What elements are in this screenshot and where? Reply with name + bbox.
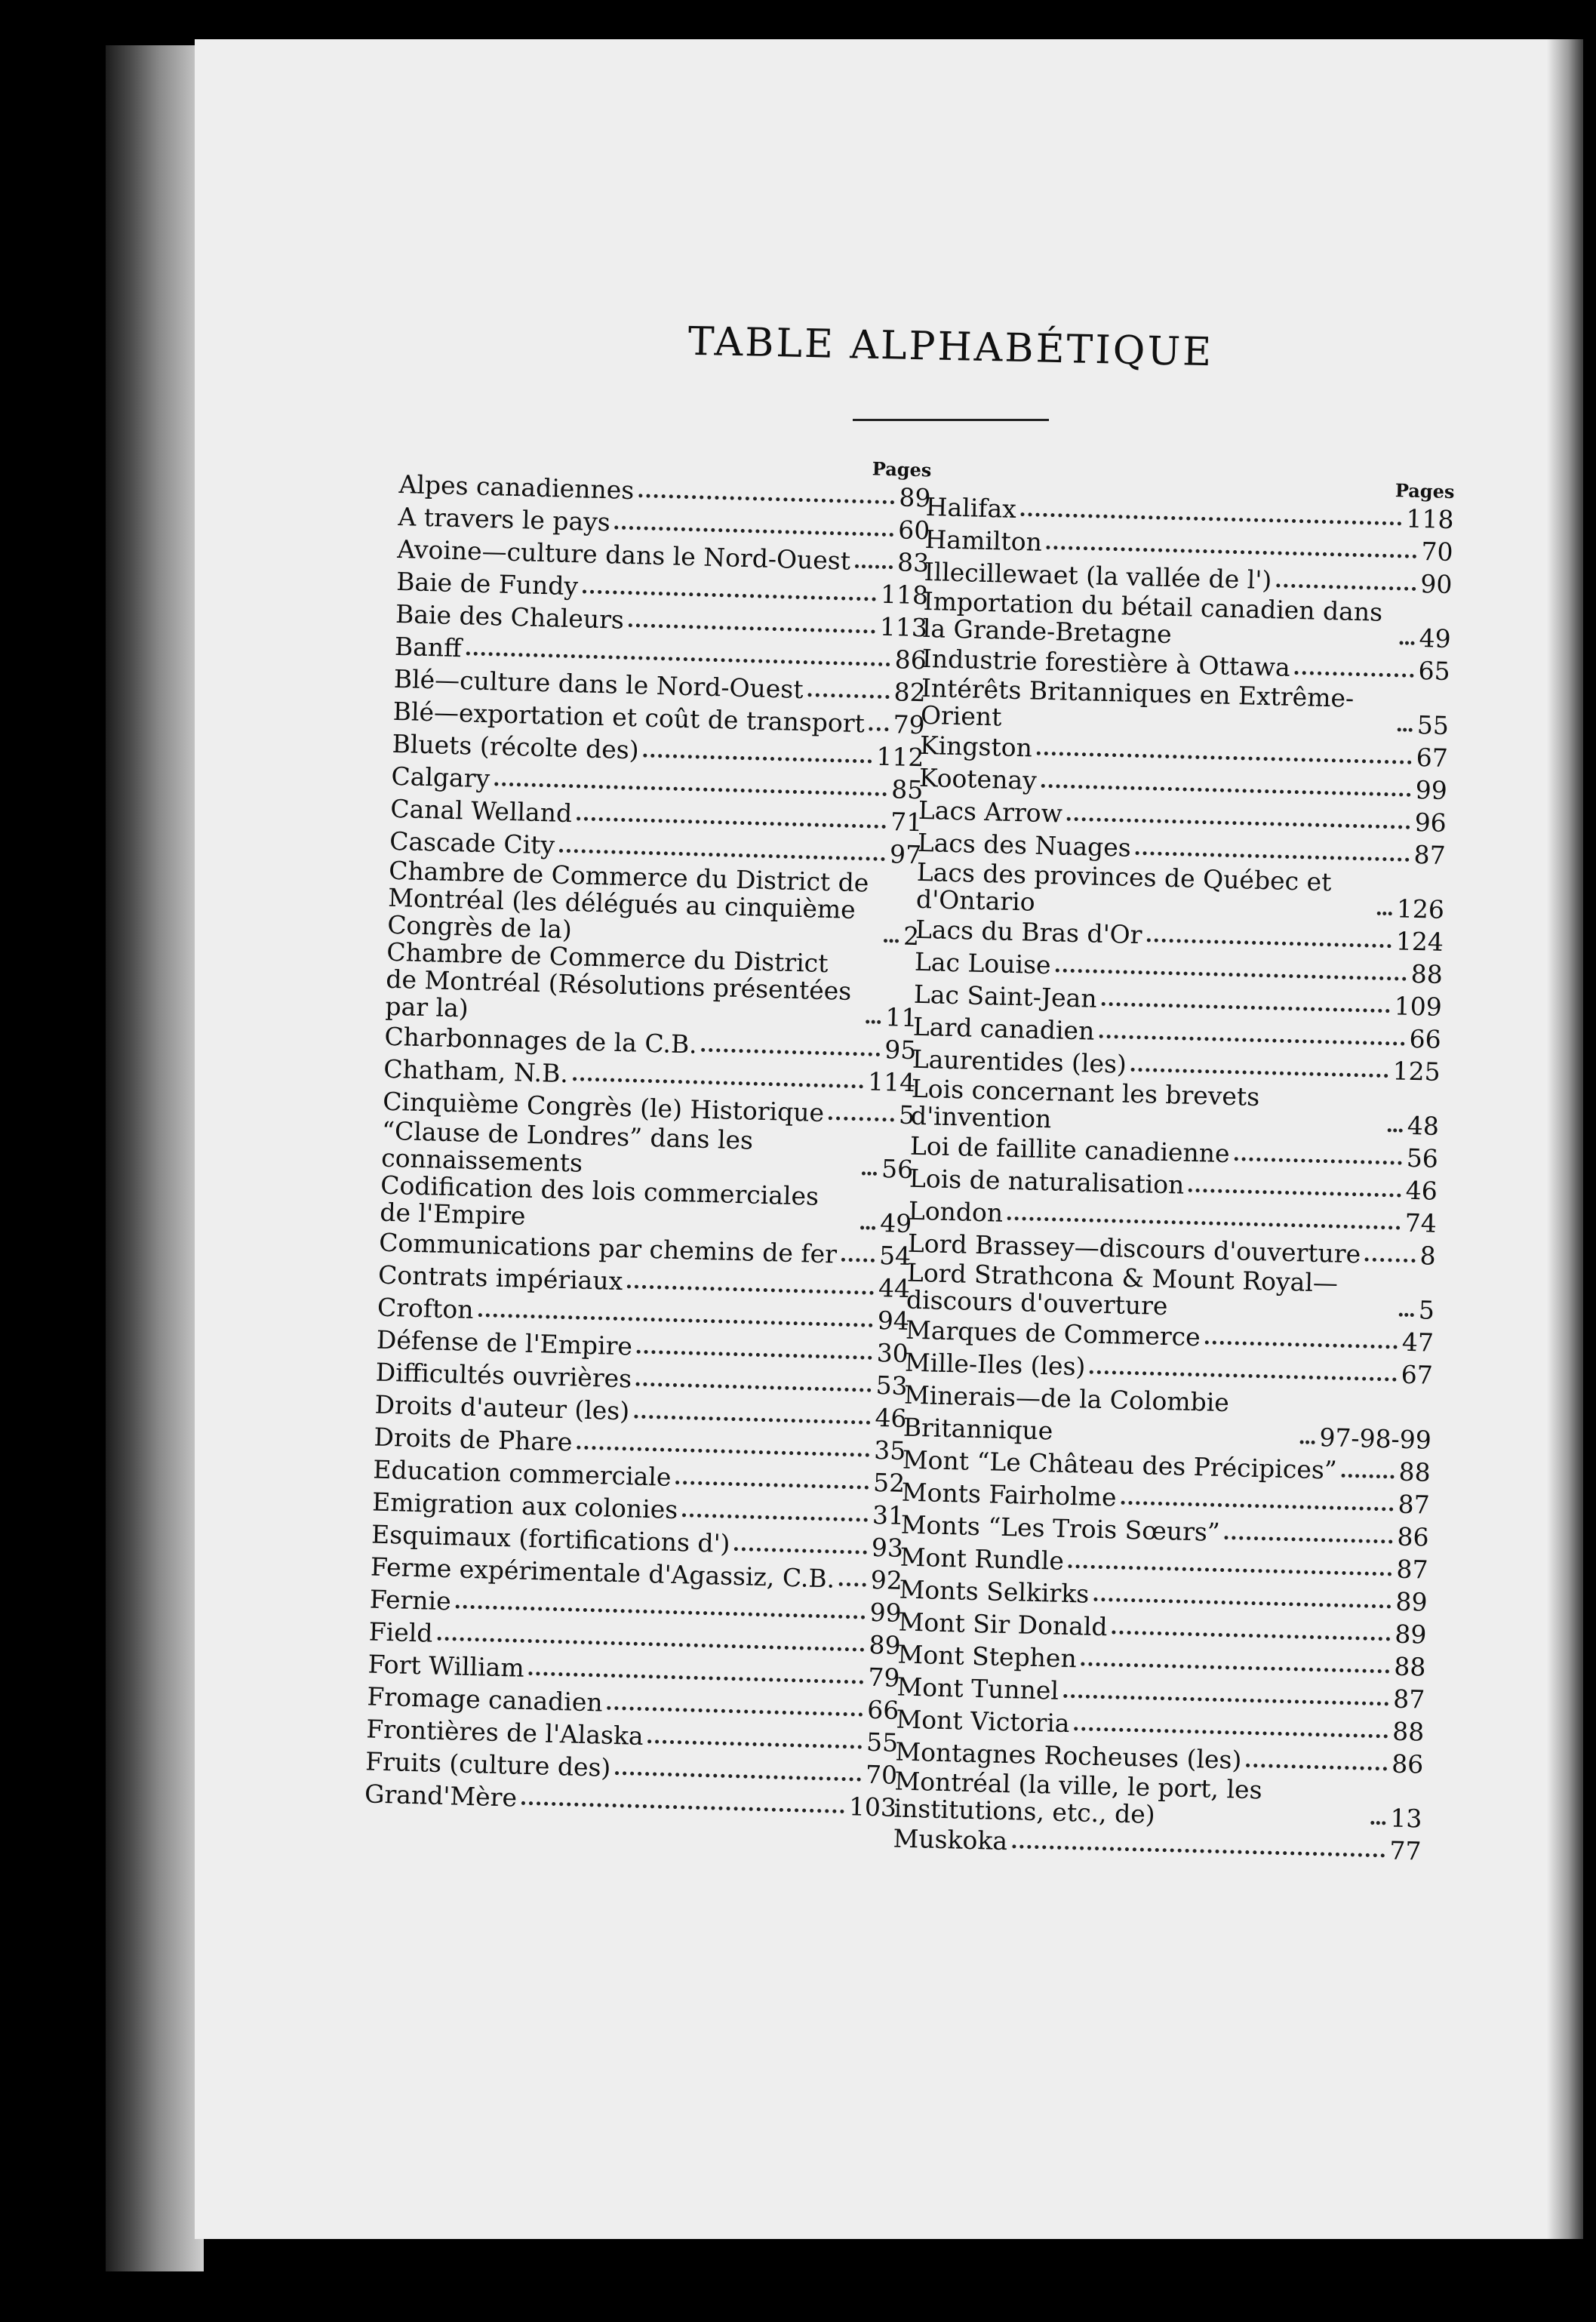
title-rule <box>853 419 1049 421</box>
dot-leader <box>629 614 876 634</box>
dot-leader <box>1121 1492 1394 1512</box>
entry-label: Intérêts Britanniques en Extrême-Orient <box>920 672 1355 732</box>
entry-page-number: 114 <box>867 1066 916 1098</box>
entry-label: Monts Fairholme <box>901 1477 1117 1512</box>
entry-page-number: 113 <box>879 611 928 643</box>
entry-page-number: 103 <box>848 1791 897 1822</box>
entry-page-number: 99 <box>1415 774 1448 805</box>
dot-leader <box>675 1472 869 1490</box>
entry-label: Lacs du Bras d'Or <box>915 914 1142 950</box>
dot-leader <box>636 1373 872 1392</box>
entry-label: Lacs Arrow <box>918 795 1063 829</box>
entry-page-number: 94 <box>877 1305 910 1336</box>
entry-label: Lacs des provinces de Québec et d'Ontario <box>915 857 1332 917</box>
entry-page-number: 89 <box>898 482 931 513</box>
entry-label: A travers le pays <box>398 501 611 537</box>
dot-leader <box>1099 1026 1405 1046</box>
entry-page-number: 86 <box>1391 1748 1424 1779</box>
entry-label: Cascade City <box>389 826 555 860</box>
dot-leader <box>807 684 890 699</box>
entry-label: Droits de Phare <box>374 1422 573 1457</box>
dot-leader <box>528 1662 863 1684</box>
page-edge <box>1547 39 1583 2239</box>
dot-leader <box>1021 503 1402 525</box>
entry-page-number: 89 <box>1394 1619 1427 1650</box>
entry-label: Hamilton <box>924 524 1043 557</box>
entry-page-number: 67 <box>1416 742 1449 773</box>
entry-page-number: 92 <box>870 1564 903 1595</box>
entry-label: Mont Victoria <box>896 1704 1070 1739</box>
dot-leader <box>615 516 894 537</box>
entry-label: Lois concernant les brevets d'invention <box>910 1073 1260 1134</box>
entry-page-number: 86 <box>894 644 927 675</box>
entry-page-number: 96 <box>1414 807 1447 838</box>
pages-header: Pages <box>872 457 932 481</box>
entry-label: Mille-Iles (les) <box>904 1347 1086 1382</box>
dot-leader <box>1112 1621 1390 1641</box>
entry-page-number: 8 <box>1419 1241 1437 1271</box>
entry-page-number: 66 <box>1409 1023 1442 1054</box>
dot-leader <box>583 580 876 601</box>
entry-page-number: 60 <box>897 515 930 546</box>
entry-page-number: 66 <box>866 1694 899 1725</box>
dot-leader <box>577 807 886 829</box>
entry-label: Blé—culture dans le Nord-Ouest <box>393 663 804 705</box>
dot-leader <box>1041 775 1411 797</box>
dot-leader <box>627 1275 874 1295</box>
dot-leader <box>1146 929 1392 948</box>
entry-page-number: 35 <box>873 1435 906 1465</box>
entry-label: Industrie forestière à Ottawa <box>921 643 1291 682</box>
entry-page-number: 77 <box>1388 1835 1422 1866</box>
dot-leader <box>1093 1588 1392 1609</box>
index-entry <box>387 857 921 952</box>
dot-leader <box>1399 1304 1414 1317</box>
entry-page-number: 55 <box>866 1727 899 1758</box>
dot-leader <box>494 773 887 796</box>
entry-label: Bluets (récolte des) <box>392 728 640 765</box>
entry-label: Baie des Chaleurs <box>395 598 625 635</box>
entry-page-number: 124 <box>1395 926 1444 957</box>
entry-label: Contrats impériaux <box>377 1259 623 1296</box>
entry-page-number: 74 <box>1404 1207 1438 1238</box>
dot-leader <box>455 1595 866 1619</box>
entry-page-number: 70 <box>1421 537 1453 567</box>
entry-label: Lord Strathcona & Mount Royal—discours d'ouverture <box>906 1257 1339 1321</box>
entry-label: Marques de Commerce <box>905 1315 1201 1352</box>
entry-page-number: 55 <box>1416 709 1450 740</box>
dot-leader <box>1067 808 1410 829</box>
entry-page-number: 97-98-99 <box>1319 1422 1432 1455</box>
entry-page-number: 126 <box>1396 893 1445 924</box>
entry-page-number: 5 <box>1418 1295 1435 1325</box>
entry-page-number: 65 <box>1418 656 1451 687</box>
entry-label: Codification des lois commerciales de l'Empire <box>379 1170 820 1231</box>
entry-label: London <box>908 1195 1004 1228</box>
dot-leader <box>1399 632 1414 644</box>
entry-label: Canal Welland <box>389 793 573 829</box>
entry-page-number: 88 <box>1410 958 1444 989</box>
dot-leader <box>1299 1431 1315 1444</box>
dot-leader <box>1007 1207 1401 1230</box>
dot-leader <box>1204 1331 1398 1349</box>
dot-leader <box>860 1216 875 1230</box>
entry-page-number: 112 <box>875 741 924 773</box>
entry-page-number: 87 <box>1413 839 1447 870</box>
dot-leader <box>1063 1685 1389 1706</box>
dot-leader <box>647 1730 862 1748</box>
pages-header: Pages <box>1395 479 1455 503</box>
entry-label: Crofton <box>377 1292 475 1324</box>
index-column-left <box>364 445 932 1824</box>
index-entry <box>385 936 919 1034</box>
entry-page-number: 48 <box>1407 1110 1440 1141</box>
entry-label: Mont “Le Château des Précipices” <box>902 1444 1338 1485</box>
entry-page-number: 46 <box>874 1402 907 1434</box>
dot-leader <box>643 745 872 764</box>
entry-label: Mont Sir Donald <box>898 1607 1109 1642</box>
entry-page-number: 88 <box>1393 1651 1426 1682</box>
entry-label: Laurentides (les) <box>912 1044 1127 1079</box>
dot-leader <box>1377 903 1392 915</box>
entry-label: Lacs des Nuages <box>917 827 1132 863</box>
entry-page-number: 95 <box>884 1035 917 1066</box>
dot-leader <box>884 930 899 943</box>
entry-page-number: 71 <box>890 807 923 838</box>
entry-page-number: 53 <box>875 1370 909 1401</box>
entry-page-number: 87 <box>1398 1489 1431 1520</box>
dot-leader <box>1189 1179 1401 1198</box>
entry-label: Lac Saint-Jean <box>913 979 1098 1013</box>
entry-page-number: 109 <box>1394 991 1443 1022</box>
entry-label: Halifax <box>925 491 1017 524</box>
entry-label: Lois de naturalisation <box>909 1163 1185 1200</box>
dot-leader <box>1398 718 1413 731</box>
entry-label: Difficultés ouvrières <box>375 1357 632 1394</box>
dot-leader <box>855 555 893 569</box>
entry-label: Charbonnages de la C.B. <box>383 1021 698 1060</box>
entry-page-number: 49 <box>879 1208 912 1239</box>
dot-leader <box>841 1249 875 1262</box>
entry-label: Frontières de l'Alaska <box>365 1714 644 1751</box>
dot-leader <box>1081 1653 1390 1673</box>
dot-leader <box>1055 959 1407 980</box>
dot-leader <box>615 1762 861 1782</box>
dot-leader <box>521 1792 844 1813</box>
dot-leader <box>829 1107 894 1121</box>
dot-leader <box>1370 1812 1385 1825</box>
entry-label: Montagnes Rocheuses (les) <box>894 1736 1242 1775</box>
entry-label: Monts Selkirks <box>899 1574 1090 1609</box>
dot-leader <box>607 1697 863 1717</box>
entry-label: Mont Rundle <box>899 1542 1065 1576</box>
entry-label: Chatham, N.B. <box>383 1053 569 1089</box>
dot-leader <box>1037 743 1412 764</box>
dot-leader <box>1047 537 1417 558</box>
dot-leader <box>1136 842 1410 862</box>
dot-leader <box>637 1341 872 1360</box>
entry-label: Lord Brassey—discours d'ouverture <box>907 1228 1361 1269</box>
entry-label: Fruits (culture des) <box>364 1746 611 1782</box>
dot-leader <box>862 1162 877 1176</box>
entry-label: Cinquième Congrès (le) Historique <box>382 1086 825 1128</box>
page-title: TABLE ALPHABÉTIQUE <box>687 318 1214 376</box>
entry-label: Droits d'auteur (les) <box>374 1389 630 1426</box>
entry-page-number: 82 <box>893 677 927 708</box>
entry-label: Fromage canadien <box>367 1681 604 1718</box>
entry-label: Communications par chemins de fer <box>378 1227 838 1269</box>
dot-leader <box>869 718 889 731</box>
entry-page-number: 13 <box>1389 1803 1422 1834</box>
entry-label: Chambre de Commerce du District de Montréal (les délégués au cinquième Congrès de la) <box>386 855 869 945</box>
entry-page-number: 31 <box>872 1499 905 1530</box>
entry-page-number: 83 <box>896 547 930 578</box>
dot-leader <box>1365 1249 1416 1263</box>
entry-page-number: 30 <box>876 1337 909 1369</box>
entry-label: Blé—exportation et coût de transport <box>392 696 866 739</box>
entry-page-number: 125 <box>1392 1056 1441 1087</box>
entry-page-number: 88 <box>1392 1716 1425 1747</box>
entry-label: Lard canadien <box>912 1011 1095 1046</box>
dot-leader <box>734 1538 867 1555</box>
entry-label: Emigration aux colonies <box>371 1487 678 1525</box>
entry-label: Field <box>368 1616 433 1648</box>
entry-label: Baie de Fundy <box>395 566 579 601</box>
dot-leader <box>701 1039 880 1056</box>
entry-page-number: 56 <box>1406 1143 1439 1173</box>
entry-page-number: 89 <box>1395 1586 1428 1617</box>
dot-leader <box>478 1304 873 1327</box>
dot-leader <box>839 1573 866 1587</box>
entry-label: Illecillewaet (la vallée de l') <box>924 556 1272 595</box>
entry-label: Kingston <box>919 730 1033 763</box>
entry-label: Lac Louise <box>914 946 1052 980</box>
entry-label: Montréal (la ville, le port, les institutions, etc., de) <box>893 1766 1263 1829</box>
entry-label: Esquimaux (fortifications d') <box>371 1519 730 1558</box>
entry-page-number: 5 <box>898 1099 915 1130</box>
entry-label: Loi de faillite canadienne <box>909 1130 1231 1169</box>
dot-leader <box>577 1437 869 1457</box>
entry-label: Minerais—de la Colombie Britannique <box>903 1379 1230 1446</box>
entry-page-number: 67 <box>1401 1359 1434 1390</box>
entry-page-number: 85 <box>890 774 924 805</box>
entry-page-number: 79 <box>893 709 926 740</box>
entry-page-number: 118 <box>1406 503 1455 535</box>
dot-leader <box>1234 1148 1402 1164</box>
dot-leader <box>1101 993 1390 1013</box>
dot-leader <box>1069 1555 1392 1576</box>
entry-page-number: 47 <box>1401 1327 1435 1358</box>
entry-page-number: 70 <box>865 1759 898 1790</box>
entry-label: “Clause de Londres” dans les connaissements <box>380 1115 754 1178</box>
entry-label: Alpes canadiennes <box>398 469 635 506</box>
entry-page-number: 52 <box>872 1467 906 1498</box>
entry-page-number: 97 <box>889 839 922 870</box>
entry-label: Défense de l'Empire <box>376 1324 633 1361</box>
dot-leader <box>1131 1059 1388 1078</box>
entry-page-number: 44 <box>878 1272 911 1304</box>
dot-leader <box>866 1010 881 1024</box>
entry-label: Education commerciale <box>372 1454 672 1492</box>
dot-leader <box>1341 1465 1394 1479</box>
entry-label: Mont Stephen <box>897 1639 1078 1674</box>
entry-label: Fernie <box>369 1584 452 1616</box>
dot-leader <box>638 484 895 504</box>
entry-page-number: 79 <box>867 1662 900 1693</box>
dot-leader <box>573 1068 864 1088</box>
entry-page-number: 90 <box>1419 569 1453 600</box>
dot-leader <box>1388 1119 1403 1132</box>
entry-page-number: 99 <box>869 1597 903 1628</box>
dot-leader <box>1074 1718 1388 1738</box>
dot-leader <box>634 1406 871 1425</box>
entry-page-number: 49 <box>1419 623 1452 654</box>
dot-leader <box>559 840 885 861</box>
entry-label: Calgary <box>391 761 490 794</box>
entry-label: Mont Tunnel <box>896 1672 1059 1705</box>
dot-leader <box>466 642 890 666</box>
entry-page-number: 2 <box>903 921 920 952</box>
entry-page-number: 87 <box>1392 1684 1425 1715</box>
entry-label: Grand'Mère <box>364 1779 518 1813</box>
entry-label: Banff <box>394 631 463 663</box>
dot-leader <box>1012 1835 1385 1857</box>
dot-leader <box>1246 1755 1387 1771</box>
entry-label: Muskoka <box>893 1823 1008 1856</box>
entry-label: Monts “Les Trois Sœurs” <box>900 1509 1221 1547</box>
entry-page-number: 87 <box>1396 1554 1428 1585</box>
dot-leader <box>1090 1361 1397 1382</box>
entry-page-number: 11 <box>884 1002 918 1033</box>
entry-list <box>364 468 931 1824</box>
entry-label: Avoine—culture dans le Nord-Ouest <box>396 534 851 576</box>
entry-label: Chambre de Commerce du District de Montréal (Résolutions présentées par la) <box>385 936 852 1023</box>
entry-label: Fort William <box>367 1649 525 1683</box>
entry-page-number: 54 <box>878 1241 912 1272</box>
dot-leader <box>1294 662 1413 678</box>
dot-leader <box>682 1504 868 1521</box>
entry-label: Ferme expérimentale d'Agassiz, C.B. <box>370 1552 835 1594</box>
entry-page-number: 56 <box>881 1154 914 1185</box>
entry-page-number: 88 <box>1398 1456 1431 1487</box>
dot-leader <box>1276 574 1416 591</box>
entry-label: Kootenay <box>918 762 1038 795</box>
entry-page-number: 118 <box>880 579 929 610</box>
entry-page-number: 86 <box>1397 1521 1430 1552</box>
entry-page-number: 89 <box>869 1629 902 1660</box>
entry-page-number: 93 <box>871 1532 904 1563</box>
entry-label: Importation du bétail canadien dans la Grande-Bretagne <box>922 586 1383 649</box>
entry-page-number: 46 <box>1405 1175 1438 1206</box>
book-spine <box>106 45 204 2271</box>
dot-leader <box>1224 1527 1392 1543</box>
dot-leader <box>437 1628 865 1652</box>
